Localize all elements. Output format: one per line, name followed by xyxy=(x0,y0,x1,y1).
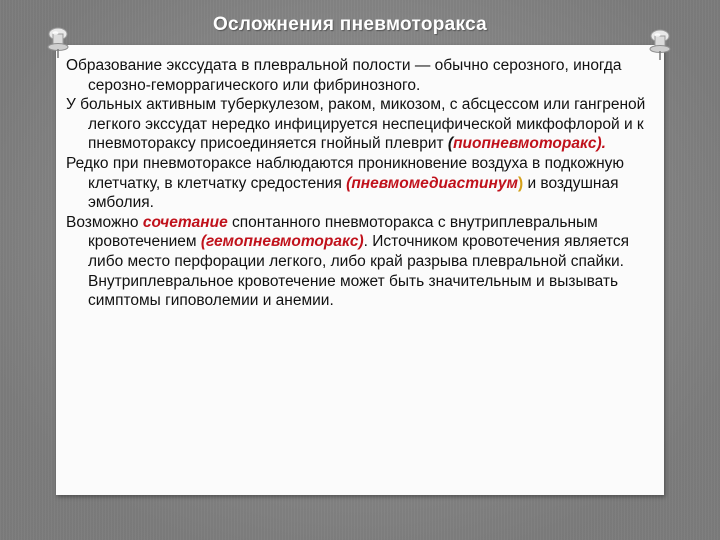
paragraph-text: и воздушная эмболия. xyxy=(88,174,619,212)
paragraph-text: Редко при пневмотораксе наблюдаются проникновение воздуха в подкожную клетчатку, в клетчатку средостения xyxy=(66,154,625,192)
term-hemopneumothorax: (гемопневмоторакс) xyxy=(200,233,364,251)
paren-open: ( xyxy=(447,135,454,153)
term-pneumomediastinum: (пневмомедиастинум xyxy=(346,174,518,192)
slide-body xyxy=(66,56,656,311)
paragraph-text: У больных активным туберкулезом, раком, микозом, с абсцессом или гангреной легкого экссудат нередко инфицируется неспецифической микфофлорой и к пневмотораксу присоединяется гнойный плеврит xyxy=(66,96,646,153)
paragraph-text: спонтанного пневмоторакса с внутриплевральным кровотечением xyxy=(88,213,598,251)
term-pyopneumothorax: пиопневмоторакс). xyxy=(453,135,606,153)
emphasis-combination: сочетание xyxy=(142,213,228,231)
paragraph-pyopneumothorax xyxy=(66,95,656,154)
paragraph-exudate xyxy=(66,56,656,95)
paragraph-text: . Источником кровотечения является либо место перфорации легкого, либо край разрыва плевральной спайки. Внутриплевральное кровотечение может быть значительным и вызывать симптомы гиповолемии и анемии. xyxy=(88,233,630,310)
slide-title: Осложнения пневмоторакса xyxy=(212,14,488,35)
paragraph-text: Образование экссудата в плевральной полости — обычно серозного, иногда серозно-геморрагического или фибринозного. xyxy=(66,57,622,94)
pushpin-icon xyxy=(44,26,72,60)
paragraph-text: Возможно xyxy=(66,213,143,231)
paren-close: ) xyxy=(517,174,524,192)
paragraph-pneumomediastinum xyxy=(66,154,656,213)
paragraph-hemopneumothorax xyxy=(66,213,656,311)
